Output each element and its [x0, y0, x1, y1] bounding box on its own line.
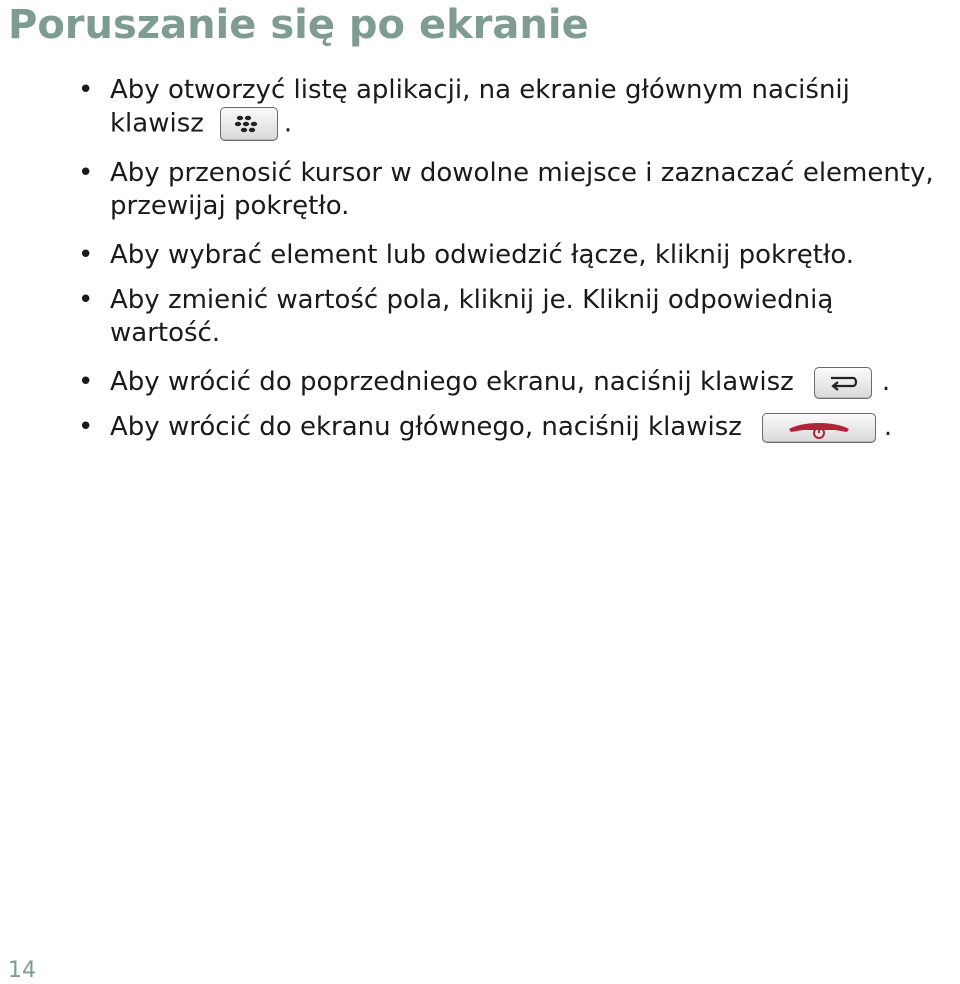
item-punctuation: .: [283, 108, 293, 139]
bullet: •: [78, 158, 94, 188]
bullet: •: [78, 412, 94, 442]
page-title: Poruszanie się po ekranie: [8, 2, 589, 48]
item-text: Aby wrócić do ekranu głównego, naciśnij klawisz: [110, 412, 742, 442]
item-punctuation: .: [881, 367, 891, 397]
bullet: •: [78, 367, 94, 397]
item-text: Aby wrócić do poprzedniego ekranu, naciśnij klawisz: [110, 367, 794, 397]
list-item: [0, 411, 960, 444]
list-item: [0, 239, 960, 272]
item-text: Aby otworzyć listę aplikacji, na ekranie głównym naciśnij klawisz: [110, 75, 850, 139]
escape-back-key-icon: [814, 367, 872, 399]
page-number: 14: [8, 958, 36, 983]
item-text: Aby wybrać element lub odwiedzić łącze, kliknij pokrętło.: [110, 240, 855, 270]
instruction-list: [0, 74, 960, 460]
bullet: •: [78, 240, 94, 270]
bullet: •: [78, 285, 94, 315]
item-punctuation: .: [883, 412, 893, 442]
list-item: [0, 284, 960, 350]
bullet: •: [78, 75, 94, 105]
end-call-power-key-icon: [762, 413, 876, 443]
list-item: [0, 157, 960, 223]
item-text: Aby przenosić kursor w dowolne miejsce i zaznaczać elementy, przewijaj pokrętło.: [110, 158, 934, 221]
blackberry-menu-key-icon: [220, 107, 278, 141]
list-item: [0, 366, 960, 399]
list-item: [0, 74, 960, 141]
item-text: Aby zmienić wartość pola, kliknij je. Kliknij odpowiednią wartość.: [110, 285, 834, 348]
